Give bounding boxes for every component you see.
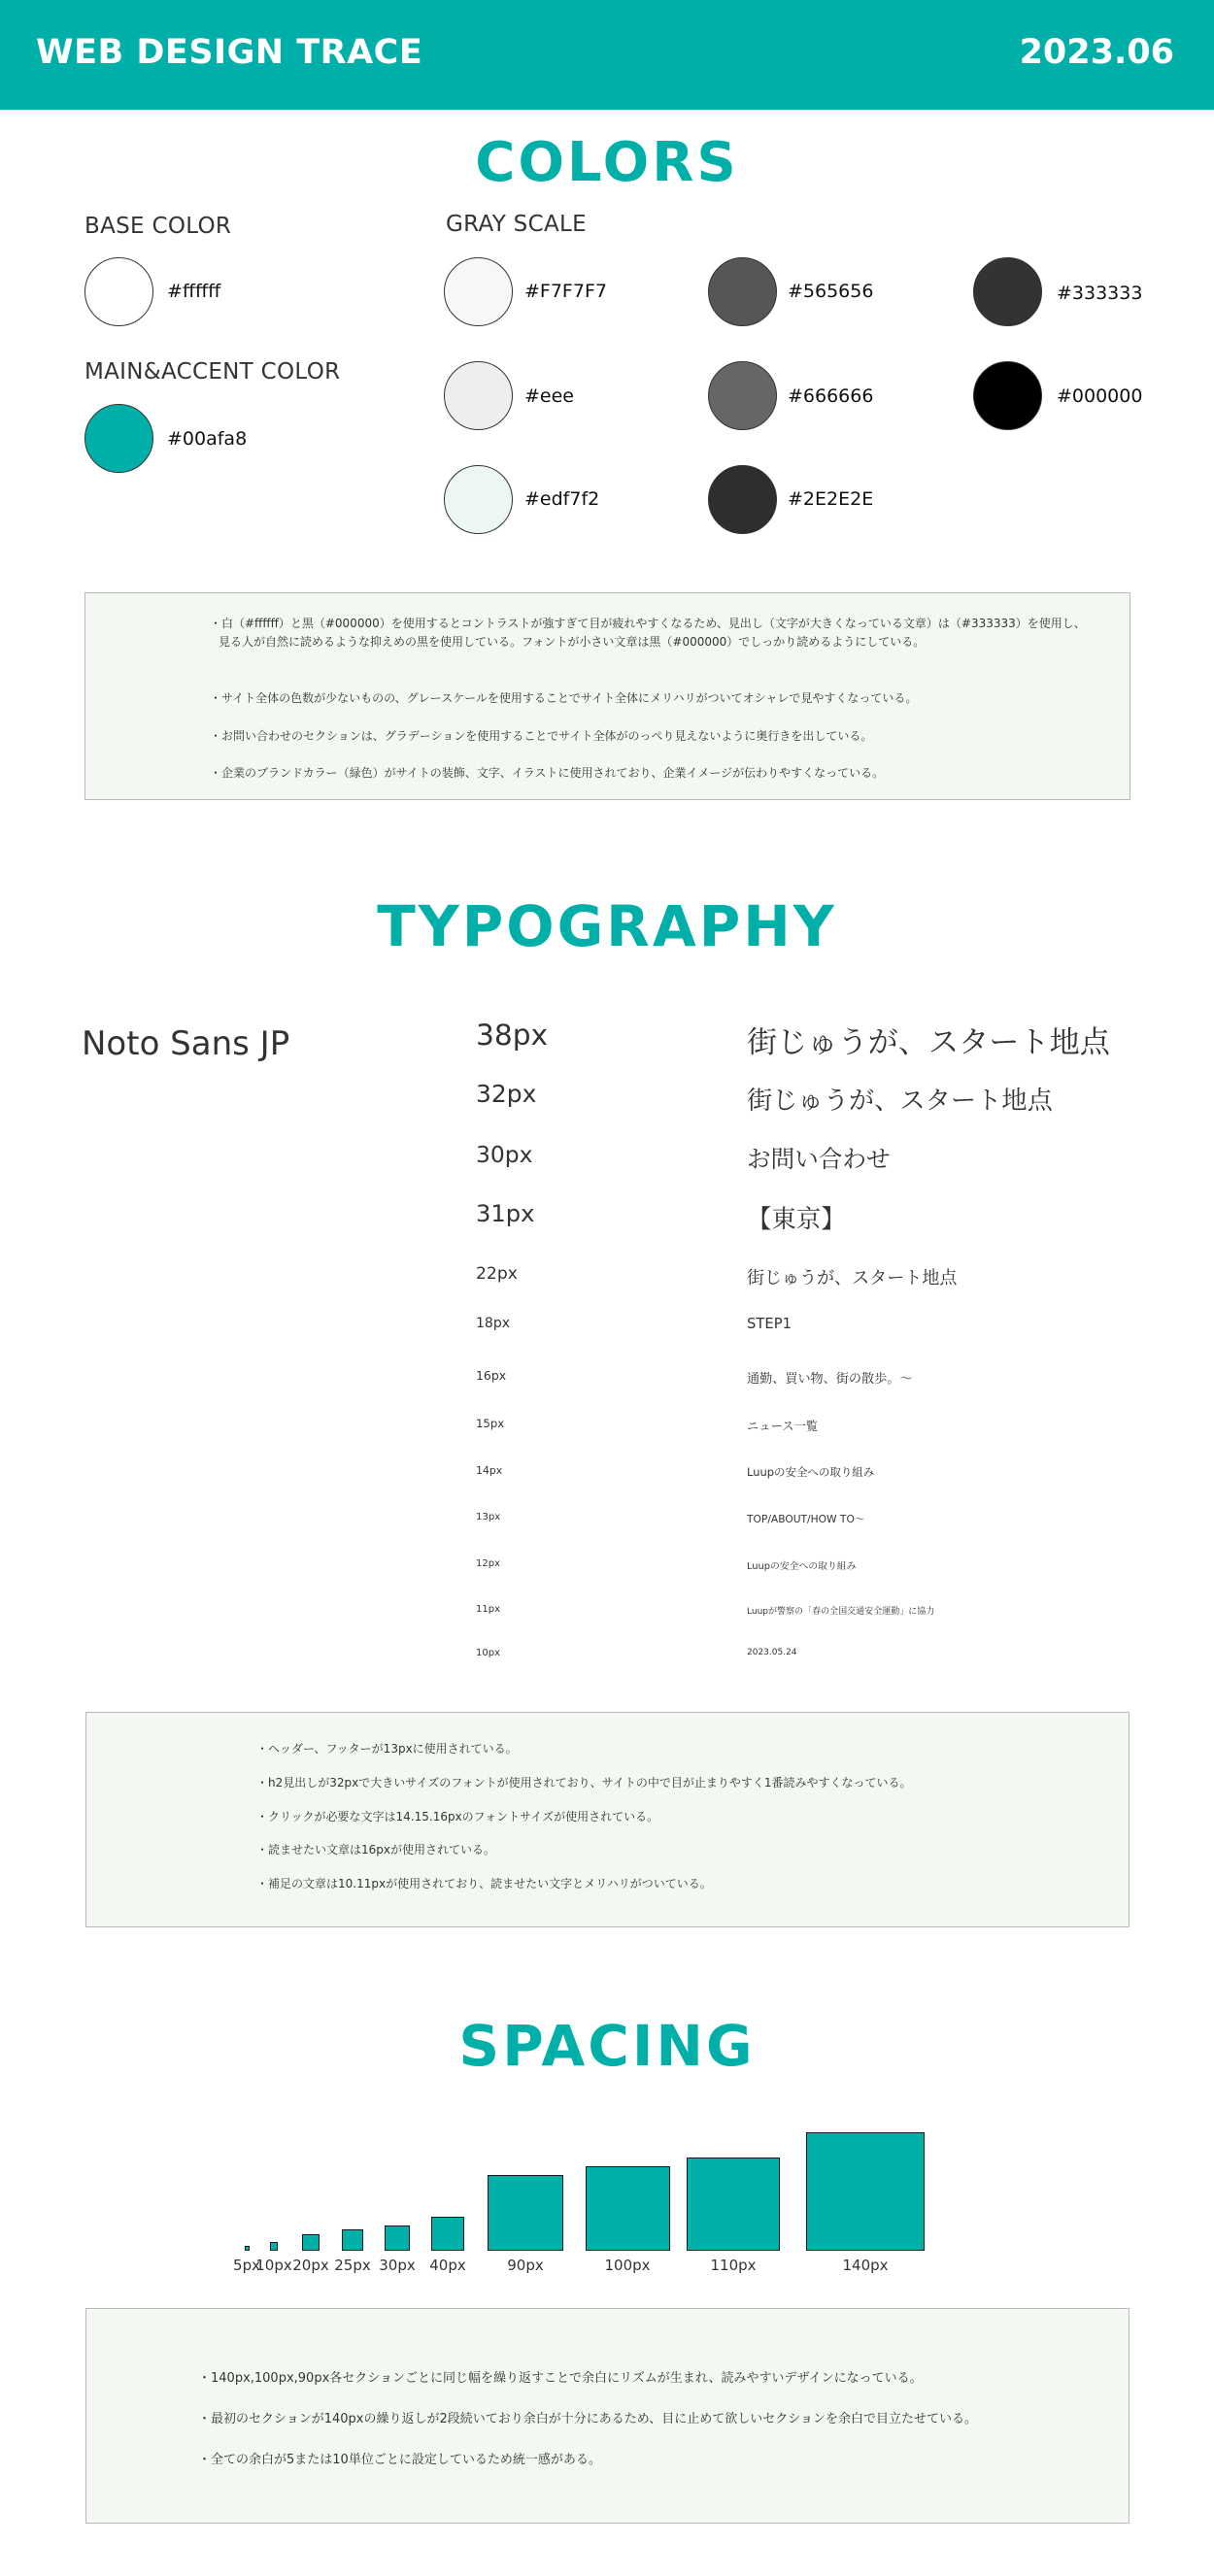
gray-hex: #333333 [1057, 283, 1143, 304]
gray-hex: #edf7f2 [524, 488, 600, 510]
font-size-label: 30px [476, 1141, 533, 1168]
spacing-note: ・最初のセクションが140pxの繰り返しが2段続いており余白が十分にあるため、目に止めて欲しいセクションを余白で目立たせている。 [198, 2412, 977, 2426]
spacing-label: 10px [255, 2257, 292, 2274]
font-size-label: 32px [476, 1080, 537, 1108]
font-size-label: 18px [476, 1316, 511, 1331]
spacing-label: 5px [233, 2257, 260, 2274]
spacing-label: 40px [429, 2257, 466, 2274]
gray-swatch [973, 361, 1042, 430]
font-size-label: 31px [476, 1200, 535, 1227]
typography-notes-box [85, 1712, 1130, 1927]
gray-swatch [444, 465, 513, 534]
spacing-square [302, 2234, 319, 2251]
gray-hex: #666666 [788, 385, 874, 407]
gray-scale-label: GRAY SCALE [446, 212, 587, 237]
spacing-label: 30px [379, 2257, 416, 2274]
colors-note: ・サイト全体の色数が少ないものの、グレースケールを使用することでサイト全体にメリハリがついてオシャレで見やすくなっている。 [210, 691, 918, 705]
font-sample-text: TOP/ABOUT/HOW TO〜 [747, 1513, 865, 1525]
typography-title: TYPOGRAPHY [377, 893, 837, 959]
font-sample-text: 2023.05.24 [747, 1648, 797, 1657]
spacing-label: 110px [710, 2257, 757, 2274]
font-name: Noto Sans JP [82, 1024, 290, 1063]
font-size-label: 15px [476, 1417, 505, 1430]
typography-note: ・h2見出しが32pxで大きいサイズのフォントが使用されており、サイトの中で目が止まりやすく1番読みやすくなっている。 [256, 1776, 912, 1790]
gray-hex: #2E2E2E [788, 488, 874, 510]
spacing-square [687, 2158, 780, 2251]
gray-hex: #000000 [1057, 385, 1143, 407]
main-accent-color-label: MAIN&ACCENT COLOR [84, 359, 341, 385]
spacing-label: 20px [292, 2257, 329, 2274]
font-sample-text: 通勤、買い物、街の散歩。〜 [747, 1372, 913, 1387]
spacing-label: 25px [334, 2257, 371, 2274]
spacing-title: SPACING [458, 2013, 756, 2079]
colors-notes-box [84, 592, 1130, 800]
spacing-square [342, 2229, 363, 2251]
gray-hex: #eee [524, 385, 574, 407]
gray-swatch [708, 465, 777, 534]
gray-hex: #F7F7F7 [524, 281, 607, 302]
font-size-label: 13px [476, 1512, 501, 1522]
typography-note: ・補足の文章は10.11pxが使用されており、読ませたい文字とメリハリがついている。 [256, 1877, 712, 1890]
base-color-swatch [84, 257, 153, 326]
spacing-square [806, 2132, 925, 2251]
font-sample-text: STEP1 [747, 1316, 792, 1332]
colors-note: ・お問い合わせのセクションは、グラデーションを使用することでサイト全体がのっぺり見えないように奥行きを出している。 [210, 729, 873, 743]
font-size-label: 14px [476, 1464, 503, 1477]
font-size-label: 16px [476, 1368, 507, 1383]
spacing-notes-box [85, 2308, 1130, 2524]
gray-swatch [973, 257, 1042, 326]
spacing-label: 90px [507, 2257, 544, 2274]
font-sample-text: Luupの安全への取り組み [747, 1465, 875, 1479]
font-size-label: 11px [476, 1604, 500, 1615]
font-sample-text: Luupが警察の「春の全国交通安全運動」に協力 [747, 1607, 935, 1617]
typography-note: ・読ませたい文章は16pxが使用されている。 [256, 1843, 495, 1857]
spacing-label: 100px [604, 2257, 651, 2274]
colors-note: ・白（#ffffff）と黒（#000000）を使用するとコントラストが強すぎて目が疲れやすくなるため、見出し（文字が大きくなっている文章）は（#333333）を使用し、 [210, 617, 1086, 630]
gray-swatch [708, 257, 777, 326]
base-color-label: BASE COLOR [84, 214, 232, 239]
spacing-square [270, 2242, 279, 2251]
spacing-square [431, 2217, 465, 2251]
header-title: WEB DESIGN TRACE [36, 33, 423, 72]
main-color-hex: #00afa8 [167, 428, 248, 450]
font-sample-text: Luupの安全への取り組み [747, 1561, 857, 1572]
spacing-note: ・全ての余白が5または10単位ごとに設定しているため統一感がある。 [198, 2453, 601, 2467]
colors-note: ・企業のブランドカラー（緑色）がサイトの装飾、文字、イラストに使用されており、企業イメージが伝わりやすくなっている。 [210, 766, 885, 780]
main-color-swatch [84, 404, 153, 473]
font-size-label: 12px [476, 1558, 500, 1569]
font-size-label: 22px [476, 1264, 518, 1284]
spacing-square [586, 2166, 670, 2251]
font-sample-text: 街じゅうが、スタート地点 [747, 1087, 1053, 1116]
spacing-square [385, 2225, 410, 2251]
spacing-square [245, 2246, 250, 2251]
colors-note: 見る人が自然に読めるような抑えめの黒を使用している。フォントが小さい文章は黒（#000000）でしっかり読めるようにしている。 [219, 635, 926, 649]
typography-note: ・クリックが必要な文字は14.15.16pxのフォントサイズが使用されている。 [256, 1810, 659, 1823]
gray-swatch [444, 361, 513, 430]
gray-swatch [444, 257, 513, 326]
font-sample-text: ニュース一覧 [747, 1420, 819, 1433]
font-sample-text: 街じゅうが、スタート地点 [747, 1025, 1110, 1060]
header-date: 2023.06 [1019, 33, 1174, 72]
typography-note: ・ヘッダー、フッターが13pxに使用されている。 [256, 1742, 518, 1756]
spacing-square [488, 2175, 563, 2251]
gray-swatch [708, 361, 777, 430]
header [0, 0, 1214, 110]
base-color-hex: #ffffff [167, 281, 221, 302]
font-sample-text: 【東京】 [747, 1204, 846, 1233]
font-sample-text: 街じゅうが、スタート地点 [747, 1268, 958, 1288]
font-size-label: 38px [476, 1018, 549, 1052]
spacing-label: 140px [842, 2257, 889, 2274]
gray-hex: #565656 [788, 281, 874, 302]
font-sample-text: お問い合わせ [747, 1145, 891, 1173]
colors-title: COLORS [475, 131, 739, 194]
font-size-label: 10px [476, 1648, 500, 1658]
spacing-note: ・140px,100px,90px各セクションごとに同じ幅を繰り返すことで余白にリズムが生まれ、読みやすいデザインになっている。 [198, 2371, 923, 2386]
